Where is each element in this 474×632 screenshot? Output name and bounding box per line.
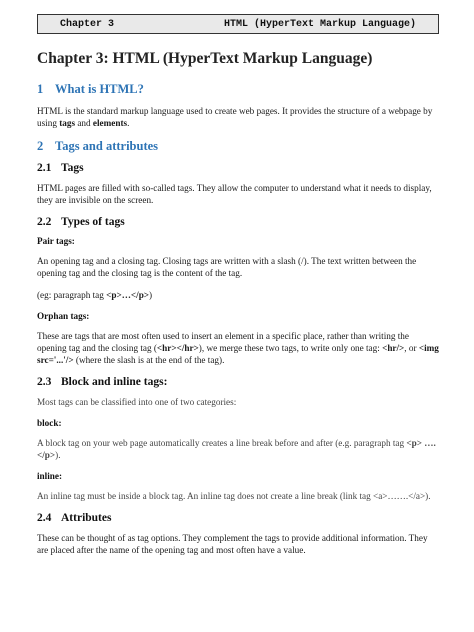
text-run: ) [149, 290, 153, 300]
subsection-2-1-heading [37, 162, 439, 174]
subsection-2-2-heading [37, 216, 439, 228]
subsection-title: Tags [61, 162, 84, 174]
code-tag: <img src='...'/> [37, 343, 439, 365]
subsection-2-4-heading [37, 512, 439, 524]
section-number: 2 [37, 139, 44, 153]
orphan-tags-paragraph [37, 330, 439, 366]
block-paragraph [37, 437, 439, 461]
document-body [37, 44, 439, 566]
text-run: (where the slash is at the end of the tag). [73, 355, 225, 365]
block-label: block: [37, 418, 62, 428]
bold-term: tags [59, 118, 76, 128]
subsection-2-3-heading [37, 376, 439, 388]
subsection-title: Attributes [61, 512, 112, 524]
section-1-heading [37, 82, 439, 97]
subsection-number: 2.2 [37, 216, 52, 228]
text-run: ), we merge these two tags, to write only one tag: [198, 343, 383, 353]
running-header [37, 14, 439, 34]
block-inline-intro: Most tags can be classified into one of two categories: [37, 397, 237, 407]
section-2-heading [37, 139, 439, 154]
text-run: . [127, 118, 130, 128]
text-run: These are tags that are most often used to insert an element in a specific place, rather than writing the opening tag and the closing tag ( [37, 331, 409, 353]
section-title: What is HTML? [55, 82, 144, 96]
text-run: , or [404, 343, 419, 353]
text-run: A block tag on your web page automatically creates a line break before and after (e.g. paragraph tag [37, 438, 407, 448]
text-run: ). [425, 491, 431, 501]
text-run: HTML is the standard markup language used to create web pages. It provides the structure of a webpage by using [37, 106, 433, 128]
inline-paragraph [37, 490, 439, 502]
subsection-title: Block and inline tags: [61, 376, 168, 388]
pair-tags-label: Pair tags: [37, 236, 75, 246]
code-tag: <hr></hr> [156, 343, 199, 353]
pair-tags-example [37, 289, 439, 301]
section-title: Tags and attributes [55, 139, 159, 153]
bold-term: elements [92, 118, 128, 128]
attributes-paragraph: These can be thought of as tag options. They complement the tags to provide additional information. They are placed after the name of the opening tag and most often have a value. [37, 533, 428, 555]
subsection-number: 2.3 [37, 376, 52, 388]
subsection-title: Types of tags [61, 216, 125, 228]
section-1-paragraph [37, 105, 439, 129]
text-run: (eg: paragraph tag [37, 290, 107, 300]
section-number: 1 [37, 82, 44, 96]
text-run: and [75, 118, 93, 128]
code-tag: <p> ….</p> [37, 438, 436, 460]
code-tag: <a>…….</a> [373, 491, 426, 501]
tags-paragraph: HTML pages are filled with so-called tags. They allow the computer to understand what it needs to display, they are invisible on the screen. [37, 183, 432, 205]
code-tag: <p>…</p> [106, 290, 150, 300]
chapter-title: Chapter 3: HTML (HyperText Markup Language) [37, 50, 373, 67]
header-chapter: Chapter 3 [60, 18, 115, 30]
subsection-number: 2.1 [37, 162, 52, 174]
orphan-tags-label: Orphan tags: [37, 311, 90, 321]
subsection-number: 2.4 [37, 512, 52, 524]
pair-tags-paragraph: An opening tag and a closing tag. Closing tags are written with a slash (/). The text written between the opening tag and the closing tag is the content of the tag. [37, 256, 417, 278]
header-title: HTML (HyperText Markup Language) [223, 18, 416, 30]
inline-label: inline: [37, 471, 63, 481]
text-run: ). [55, 450, 61, 460]
code-tag: <hr/> [382, 343, 405, 353]
text-run: An inline tag must be inside a block tag. An inline tag does not create a line break (link tag [37, 491, 374, 501]
